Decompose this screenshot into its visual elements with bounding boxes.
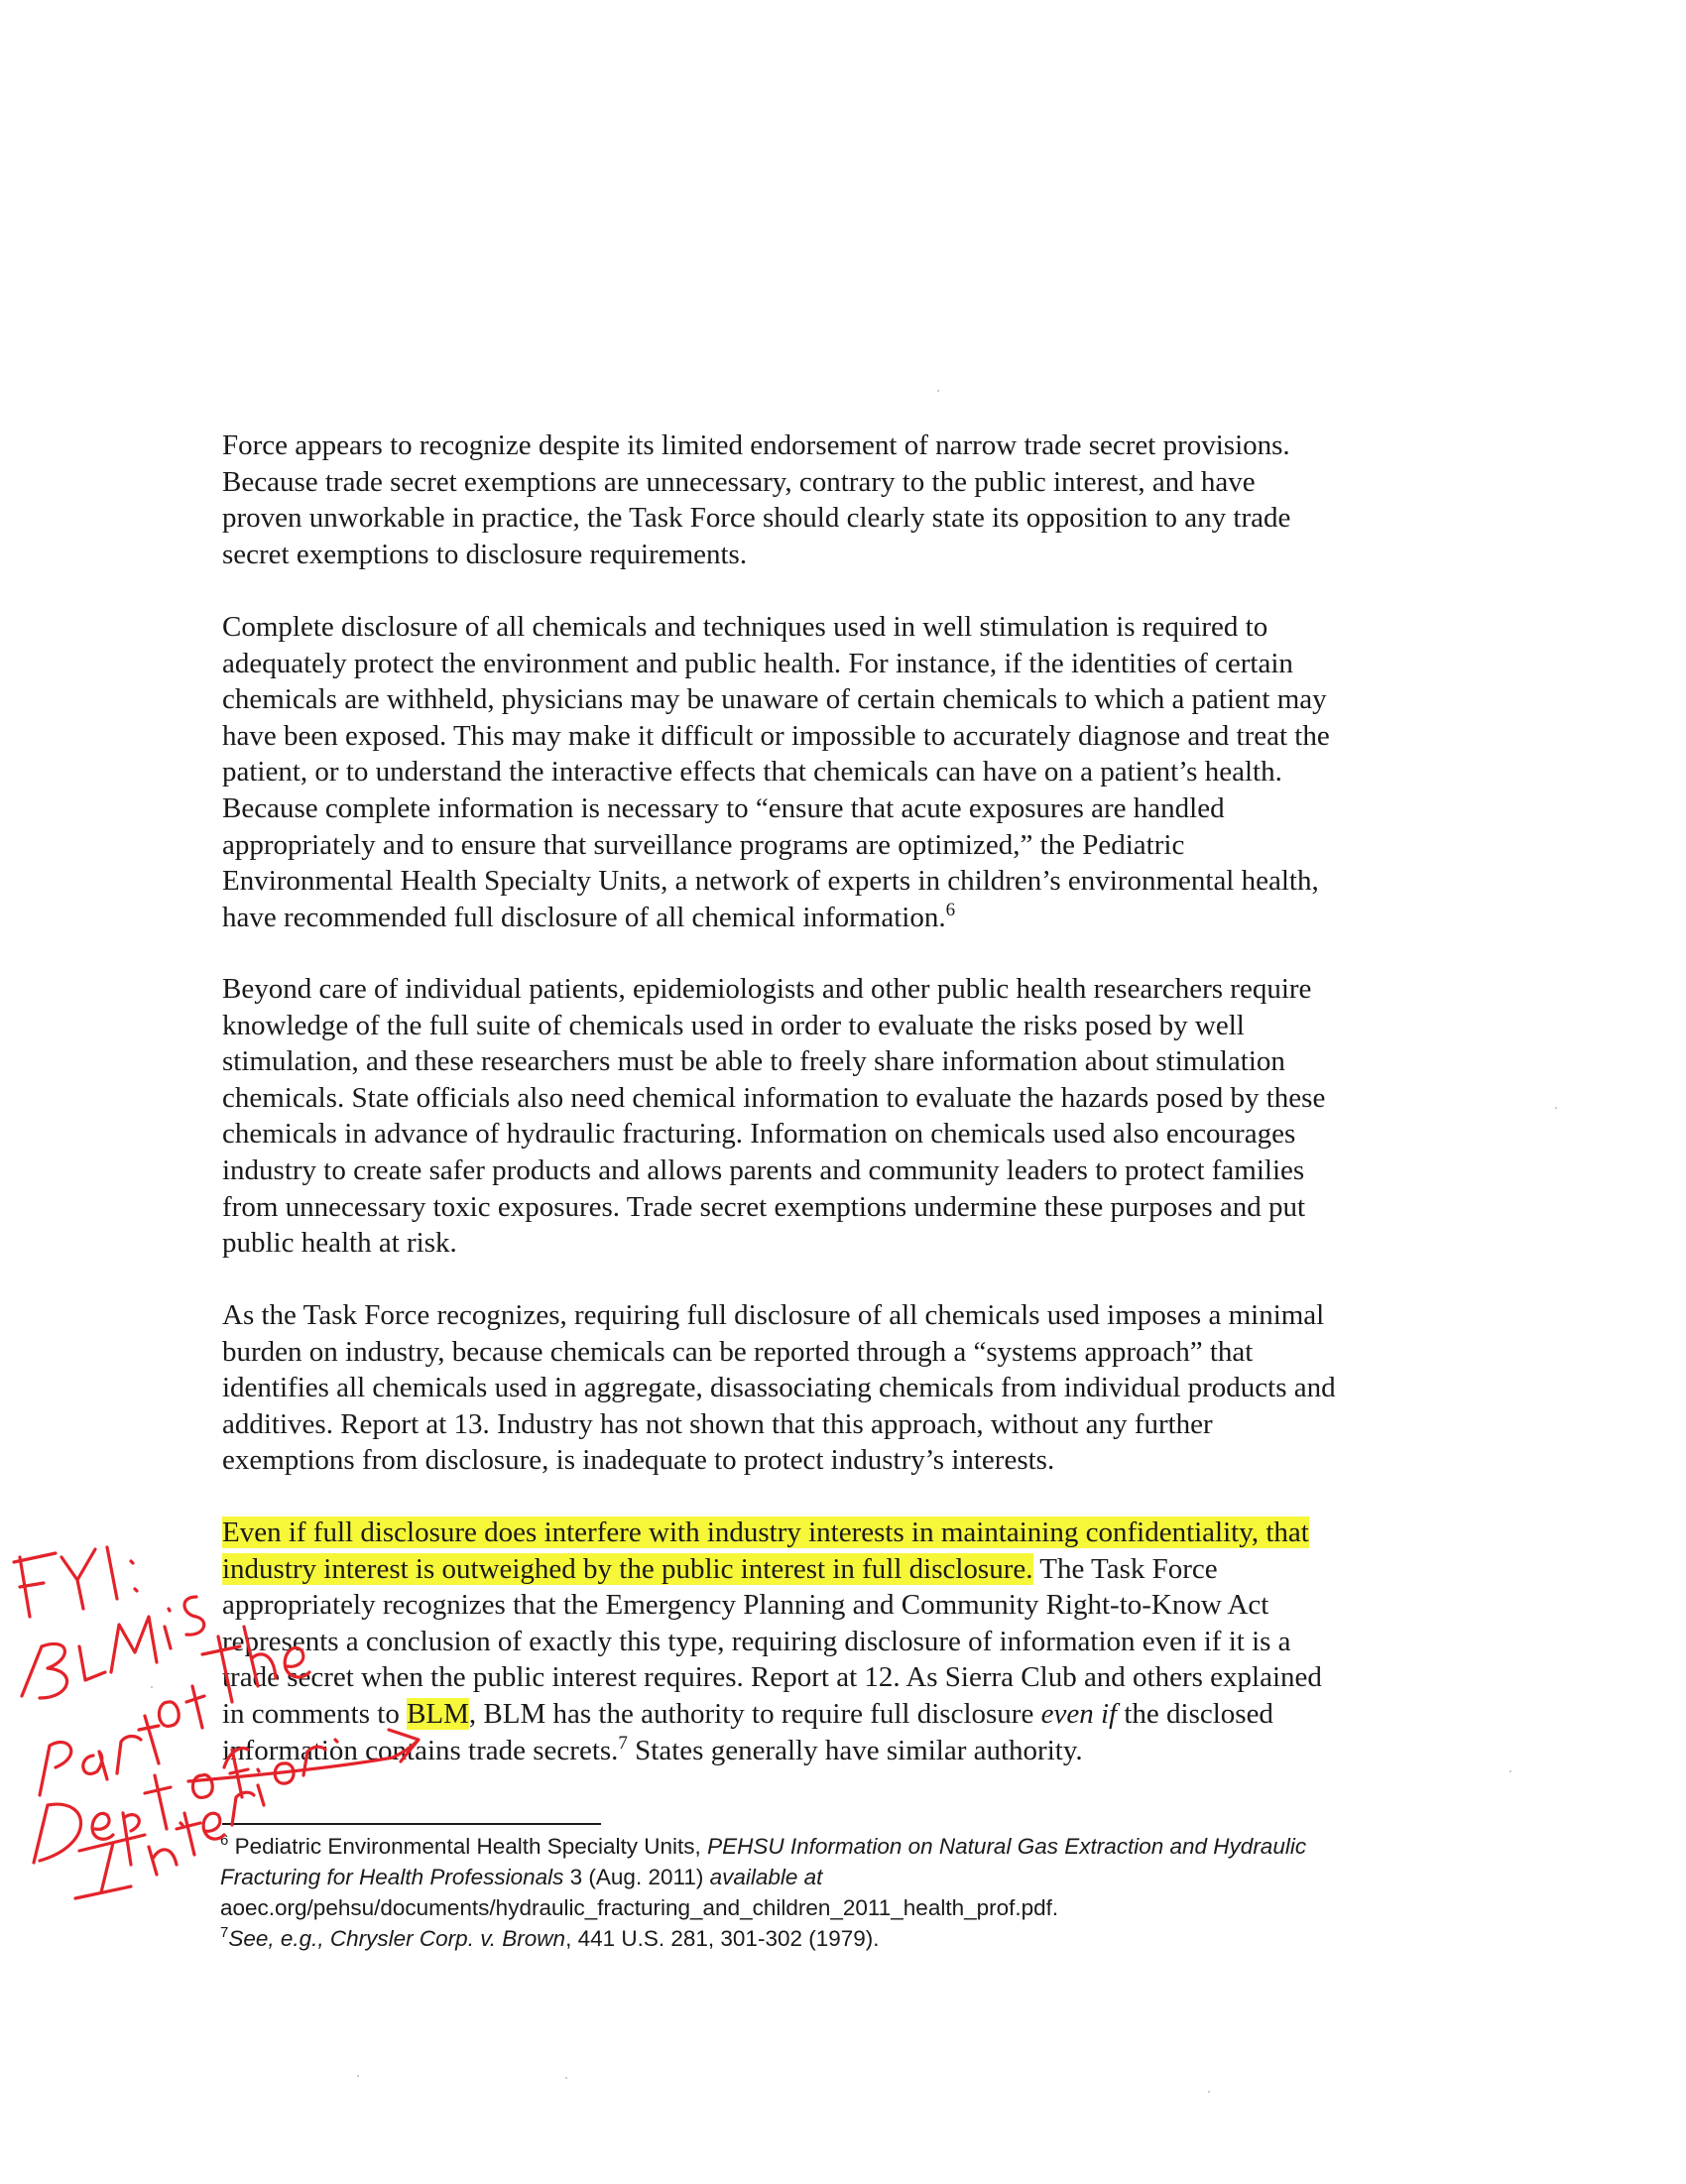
text-fragment: , BLM has the authority to require full disclosure	[468, 1697, 1041, 1730]
highlighted-blm: BLM	[407, 1697, 469, 1730]
footnote-6	[220, 1831, 1460, 1862]
text-line: Complete disclosure of all chemicals and techniques used in well stimulation is required to	[222, 611, 1268, 643]
text-line: appropriately and to ensure that surveillance programs are optimized,” the Pediatric	[222, 828, 1185, 861]
footnote-ref-6: 6	[945, 899, 956, 920]
text-line: stimulation, and these researchers must be able to freely share information about stimulation	[222, 1045, 1285, 1078]
text-line: proven unworkable in practice, the Task Force should clearly state its opposition to any trade	[222, 502, 1291, 535]
text-line	[222, 1551, 1462, 1588]
paragraph-3	[222, 971, 1462, 1262]
text-line: public health at risk.	[222, 1227, 457, 1260]
paragraph-4	[222, 1297, 1462, 1479]
italic-text: even if	[1040, 1697, 1118, 1730]
text-line: Force appears to recognize despite its limited endorsement of narrow trade secret provisions.	[222, 429, 1290, 461]
paragraph-1	[222, 427, 1462, 572]
text-line: knowledge of the full suite of chemicals used in order to evaluate the risks posed by well	[222, 1009, 1245, 1041]
text-line: burden on industry, because chemicals can be reported through a “systems approach” that	[222, 1335, 1254, 1368]
text-line: appropriately recognizes that the Emergency Planning and Community Right-to-Know Act	[222, 1589, 1269, 1622]
highlighted-text: Even if full disclosure does interfere with industry interests in maintaining confidentiality, that	[222, 1517, 1309, 1548]
text-line	[222, 900, 1462, 936]
scan-speck	[1555, 1107, 1557, 1109]
text-fragment: information contains trade secrets.	[222, 1734, 619, 1766]
text-fragment: the disclosed	[1117, 1697, 1273, 1730]
text-line: identifies all chemicals used in aggregate, disassociating chemicals from individual products and	[222, 1372, 1336, 1404]
text-line: secret exemptions to disclosure requirements.	[222, 538, 748, 570]
scan-speck	[937, 390, 939, 392]
italic-text: available at	[709, 1865, 823, 1889]
scan-speck	[1509, 1770, 1511, 1772]
text-fragment: 3 (Aug. 2011)	[563, 1865, 710, 1889]
text-fragment: States generally have similar authority.	[627, 1734, 1083, 1766]
text-line: from unnecessary toxic exposures. Trade secret exemptions undermine these purposes and put	[222, 1190, 1306, 1223]
text-fragment: The Task Force	[1032, 1552, 1218, 1585]
text-line	[222, 1515, 1462, 1551]
text-line: Beyond care of individual patients, epidemiologists and other public health researchers require	[222, 973, 1312, 1005]
footnote-number: 6	[220, 1832, 229, 1849]
text-line: adequately protect the environment and public health. For instance, if the identities of certain	[222, 647, 1293, 679]
text-fragment: Pediatric Environmental Health Specialty Units,	[228, 1834, 708, 1859]
text-line: exemptions from disclosure, is inadequate to protect industry’s interests.	[222, 1444, 1055, 1477]
text-line: chemicals in advance of hydraulic fracturing. Information on chemicals used also encourages	[222, 1118, 1296, 1151]
text-line: chemicals are withheld, physicians may be unaware of certain chemicals to which a patient may	[222, 683, 1327, 716]
italic-text: Fracturing for Health Professionals	[220, 1865, 564, 1889]
highlighted-text: industry interest is outweighed by the public interest in full disclosure.	[222, 1552, 1033, 1585]
text-line: industry to create safer products and allows parents and community leaders to protect families	[222, 1153, 1305, 1186]
paragraph-2	[222, 609, 1462, 935]
text-line: Because trade secret exemptions are unnecessary, contrary to the public interest, and have	[222, 465, 1256, 498]
text-line: additives. Report at 13. Industry has not shown that this approach, without any further	[222, 1407, 1213, 1440]
text-line: represents a conclusion of exactly this type, requiring disclosure of information even if it is a	[222, 1625, 1291, 1657]
footnote-7	[220, 1923, 1460, 1954]
footnote-6-cont	[220, 1862, 1460, 1892]
scan-speck	[565, 2077, 567, 2079]
paragraph-5	[222, 1515, 1462, 1768]
text-line: trade secret when the public interest requires. Report at 12. As Sierra Club and others explained	[222, 1661, 1322, 1694]
scan-speck	[357, 2075, 359, 2077]
scan-speck	[1208, 2091, 1210, 2093]
text-line: As the Task Force recognizes, requiring full disclosure of all chemicals used imposes a minimal	[222, 1299, 1325, 1331]
italic-text: PEHSU Information on Natural Gas Extraction and Hydraulic	[707, 1834, 1307, 1859]
text-fragment: , 441 U.S. 281, 301-302 (1979).	[565, 1926, 880, 1951]
text-fragment: in comments to	[222, 1697, 408, 1730]
footnote-number: 7	[220, 1924, 229, 1941]
footnotes	[220, 1831, 1460, 1954]
text-line: patient, or to understand the interactive effects that chemicals can have on a patient’s health.	[222, 756, 1282, 789]
text-line: have been exposed. This may make it difficult or impossible to accurately diagnose and treat the	[222, 719, 1330, 752]
text-line	[222, 1696, 1462, 1733]
text-line: Environmental Health Specialty Units, a network of experts in children’s environmental health,	[222, 865, 1319, 898]
text-fragment: have recommended full disclosure of all chemical information.	[222, 901, 946, 933]
text-line: Because complete information is necessary to “ensure that acute exposures are handled	[222, 791, 1225, 824]
scan-speck	[151, 1686, 153, 1688]
italic-text: See, e.g., Chrysler Corp. v. Brown	[228, 1926, 566, 1951]
footnote-separator	[222, 1823, 601, 1825]
footnote-6-url: aoec.org/pehsu/documents/hydraulic_fracturing_and_children_2011_health_prof.pdf.	[220, 1895, 1059, 1920]
footnote-ref-7: 7	[618, 1732, 628, 1754]
text-line: chemicals. State officials also need chemical information to evaluate the hazards posed by these	[222, 1081, 1326, 1114]
text-line	[222, 1733, 1462, 1769]
